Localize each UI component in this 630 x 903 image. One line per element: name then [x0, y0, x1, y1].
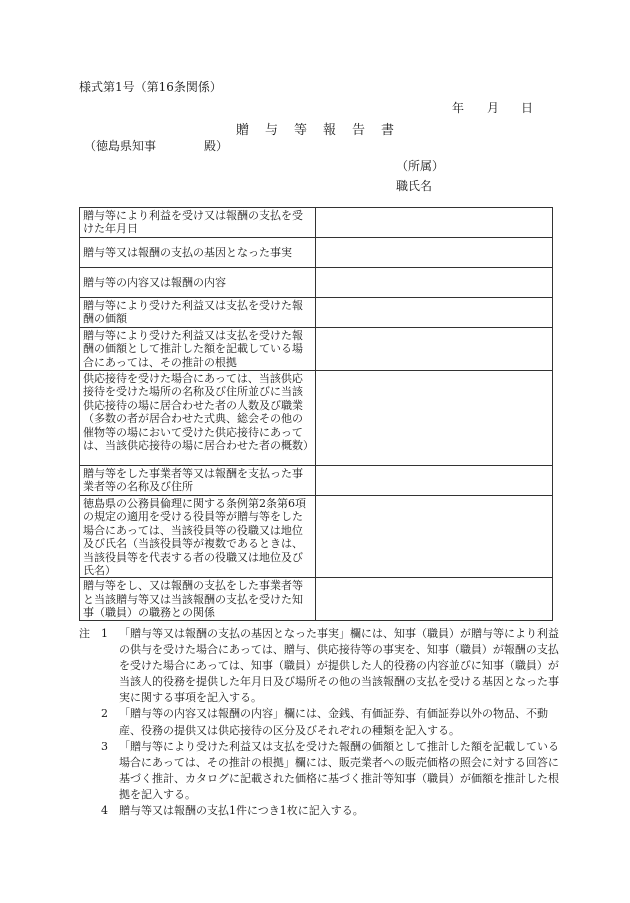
note-text: 「贈与等の内容又は報酬の内容」欄には、金銭、有価証券、有価証券以外の物品、不動産、役務の提供又は供応接待の区分及びそれぞれの種類を記入する。: [119, 707, 548, 737]
row-value-officer[interactable]: [316, 496, 553, 578]
table-row: [80, 298, 553, 328]
title-char: 贈: [235, 123, 249, 138]
row-value-value[interactable]: [316, 298, 553, 328]
note-item: [79, 739, 559, 803]
row-label-content: 贈与等の内容又は報酬の内容: [80, 268, 316, 298]
row-label-relation: 贈与等をし、又は報酬の支払をした事業者等と当該贈与等又は当該報酬の支払を受けた知事（職員）の職務との関係: [80, 578, 316, 621]
row-value-entertainment[interactable]: [316, 371, 553, 466]
table-row: [80, 328, 553, 371]
row-label-business: 贈与等をした事業者等又は報酬を支払った事業者等の名称及び住所: [80, 466, 316, 496]
row-value-cause[interactable]: [316, 238, 553, 268]
row-label-officer: 徳島県の公務員倫理に関する条例第2条第6項の規定の適用を受ける役員等が贈与等をした場合にあっては、当該役員等の役職又は地位及び氏名（当該役員等が複数であるときは、当該役員等を代表する者の役職又は地位及び氏名）: [80, 496, 316, 578]
row-label-date-received: 贈与等により利益を受け又は報酬の支払を受けた年月日: [80, 208, 316, 238]
addressee: （徳島県知事 殿）: [84, 139, 229, 153]
date-month-label: 月: [487, 101, 500, 115]
row-label-estimate-basis: 贈与等により受けた利益又は支払を受けた報酬の価額として推計した額を記載している場合にあっては、その推計の根拠: [80, 328, 316, 371]
notes: [79, 626, 559, 819]
row-value-estimate-basis[interactable]: [316, 328, 553, 371]
note-item: [79, 706, 559, 738]
table-row: [80, 268, 553, 298]
page-title: [0, 119, 630, 138]
title-char: 等: [293, 123, 307, 138]
title-char: 与: [264, 123, 278, 138]
row-value-content[interactable]: [316, 268, 553, 298]
table-row: [80, 466, 553, 496]
notes-prefix: 注: [79, 627, 90, 640]
title-char: 報: [323, 123, 337, 138]
row-value-relation[interactable]: [316, 578, 553, 621]
note-item: [79, 803, 559, 819]
table-row: [80, 238, 553, 268]
report-table: [79, 207, 553, 621]
table-row: [80, 578, 553, 621]
table-row: [80, 208, 553, 238]
row-value-business[interactable]: [316, 466, 553, 496]
title-char: 書: [381, 123, 395, 138]
row-label-entertainment: 供応接待を受けた場合にあっては、当該供応接待を受けた場所の名称及び住所並びに当該供応接待の場に居合わせた者の人数及び職業（多数の者が居合わせた式典、総会その他の催物等の場において受けた供応接待にあっては、当該供応接待の場に居合わせた者の概数）: [80, 371, 316, 466]
note-number: 1: [101, 627, 108, 640]
title-char: 告: [352, 123, 366, 138]
affiliation-label: （所属）: [396, 159, 445, 173]
note-number: 4: [101, 804, 108, 818]
name-label: 職氏名: [396, 179, 433, 193]
table-row: [80, 496, 553, 578]
date-year-label: 年: [452, 101, 465, 115]
note-text: 「贈与等により受けた利益又は支払を受けた報酬の価額として推計した額を記載している場合にあっては、その推計の根拠」欄には、販売業者への販売価格の照会に対する回答に基づく推計、カタログに記載された価格に基づく推計等知事（職員）が価額を推計した根拠を記入する。: [119, 739, 559, 801]
row-label-cause: 贈与等又は報酬の支払の基因となった事実: [80, 238, 316, 268]
note-item: [79, 626, 559, 706]
table-row: [80, 371, 553, 466]
note-number: 2: [101, 707, 108, 721]
row-value-date-received[interactable]: [316, 208, 553, 238]
date-day-label: 日: [521, 101, 534, 115]
note-number: 3: [101, 739, 108, 753]
note-text: 贈与等又は報酬の支払1件につき1枚に記入する。: [119, 804, 364, 818]
form-number: 様式第1号（第16条関係）: [79, 80, 222, 94]
row-label-value: 贈与等により受けた利益又は支払を受けた報酬の価額: [80, 298, 316, 328]
note-text: 「贈与等又は報酬の支払の基因となった事実」欄には、知事（職員）が贈与等により利益の供与を受けた場合にあっては、贈与、供応接待等の事実を、知事（職員）が報酬の支払を受けた場合にあっては、知事（職員）が提供した人的役務の内容並びに知事（職員）が当該人的役務を提供した年月日及び場所その他の当該報酬の支払を受ける基因となった事実に関する事項を記入する。: [119, 627, 559, 705]
